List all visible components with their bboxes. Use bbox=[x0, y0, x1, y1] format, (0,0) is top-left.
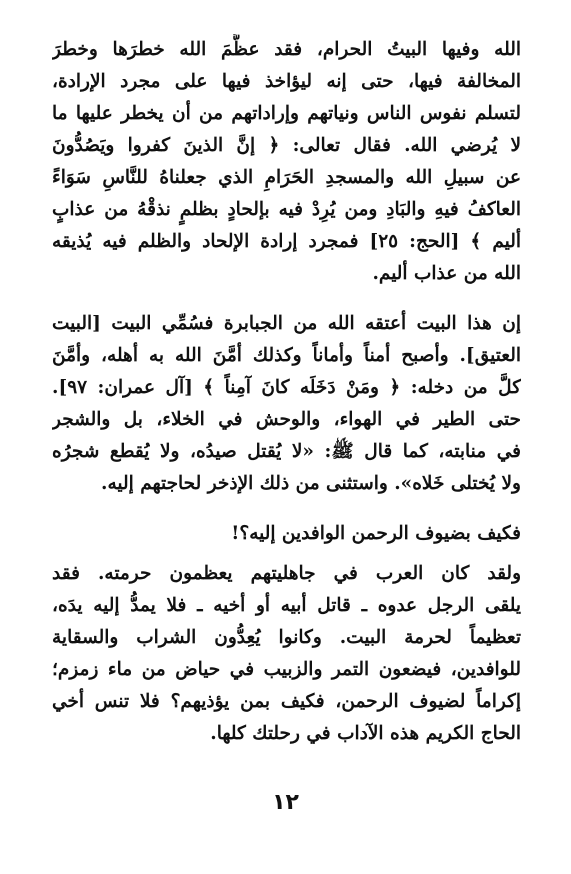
text-line: لتسلم نفوس الناس ونياتهم وإراداتهم من أن يخطر عليها ما bbox=[52, 103, 521, 124]
paragraph-arab-customs bbox=[52, 558, 521, 750]
text-line: يلقى الرجل عدوه ـ قاتل أبيه أو أخيه ـ فلا يمدُّ إليه يدَه، bbox=[52, 595, 521, 616]
text-line: ولا يُختلى خَلاه». واستثنى من ذلك الإذخر لحاجتهم إليه. bbox=[101, 473, 521, 494]
paragraph-guests-question bbox=[52, 518, 521, 550]
paragraph-gap bbox=[52, 550, 521, 558]
text-line: المخالفة فيها، حتى إنه ليؤاخذ فيها على مجرد الإرادة، bbox=[52, 71, 521, 92]
text-line: الله من عذاب أليم. bbox=[372, 263, 521, 284]
text-line: كلَّ من دخله: ﴿ ومَنْ دَخَلَه كانَ آمِناً ﴾ [آل عمران: ٩٧]. bbox=[52, 377, 521, 398]
text-line: لا يُرضي الله. فقال تعالى: ﴿ إنَّ الذينَ كفروا ويَصُدُّونَ bbox=[52, 135, 521, 156]
text-line: العتيق]. وأصبح أمناً وأماناً وكذلك أمَّنَ الله به أهله، وأمَّنَ bbox=[52, 345, 521, 366]
text-line: حتى الطير في الهواء، والوحش في الخلاء، بل والشجر bbox=[52, 409, 521, 430]
text-line: ولقد كان العرب في جاهليتهم يعظمون حرمته. فقد bbox=[52, 563, 521, 584]
paragraph-haram-sanctity bbox=[52, 34, 521, 290]
text-line: العاكفُ فيهِ والبَادِ ومن يُرِدْ فيه بإلحادٍ بظلمٍ نذقْهُ من عذابٍ bbox=[52, 199, 521, 220]
text-line: الحاج الكريم هذه الآداب في رحلتك كلها. bbox=[210, 723, 521, 744]
text-line: أليم ﴾ [الحج: ٢٥] فمجرد إرادة الإلحاد والظلم فيه يُذيقه bbox=[52, 231, 521, 252]
paragraph-gap bbox=[52, 500, 521, 518]
text-line: إكراماً لضيوف الرحمن، فكيف بمن يؤذيهم؟ فلا تنس أخي bbox=[52, 691, 521, 712]
text-line: الله وفيها البيتُ الحرام، فقد عظَّمَ الله خطرَها وخطرَ bbox=[52, 39, 521, 60]
text-line: للوافدين، فيضعون التمر والزبيب في حياض من ماء زمزم؛ bbox=[52, 659, 521, 680]
text-line: إن هذا البيت أعتقه الله من الجبابرة فسُمِّي البيت [البيت bbox=[52, 313, 521, 334]
paragraph-ancient-house bbox=[52, 308, 521, 500]
text-line: فكيف بضيوف الرحمن الوافدين إليه؟! bbox=[231, 523, 521, 544]
paragraph-gap bbox=[52, 290, 521, 308]
page-number: ١٢ bbox=[272, 790, 299, 815]
text-line: في منابته، كما قال ﷺ: «لا يُقتل صيدُه، ولا يُقطع شجرُه bbox=[52, 441, 521, 462]
text-line: تعظيماً لحرمة البيت. وكانوا يُعِدُّون الشراب والسقاية bbox=[52, 627, 521, 648]
text-line: عن سبيلِ الله والمسجدِ الحَرَامِ الذي جعلناهُ للنَّاسِ سَوَاءً bbox=[52, 167, 521, 188]
